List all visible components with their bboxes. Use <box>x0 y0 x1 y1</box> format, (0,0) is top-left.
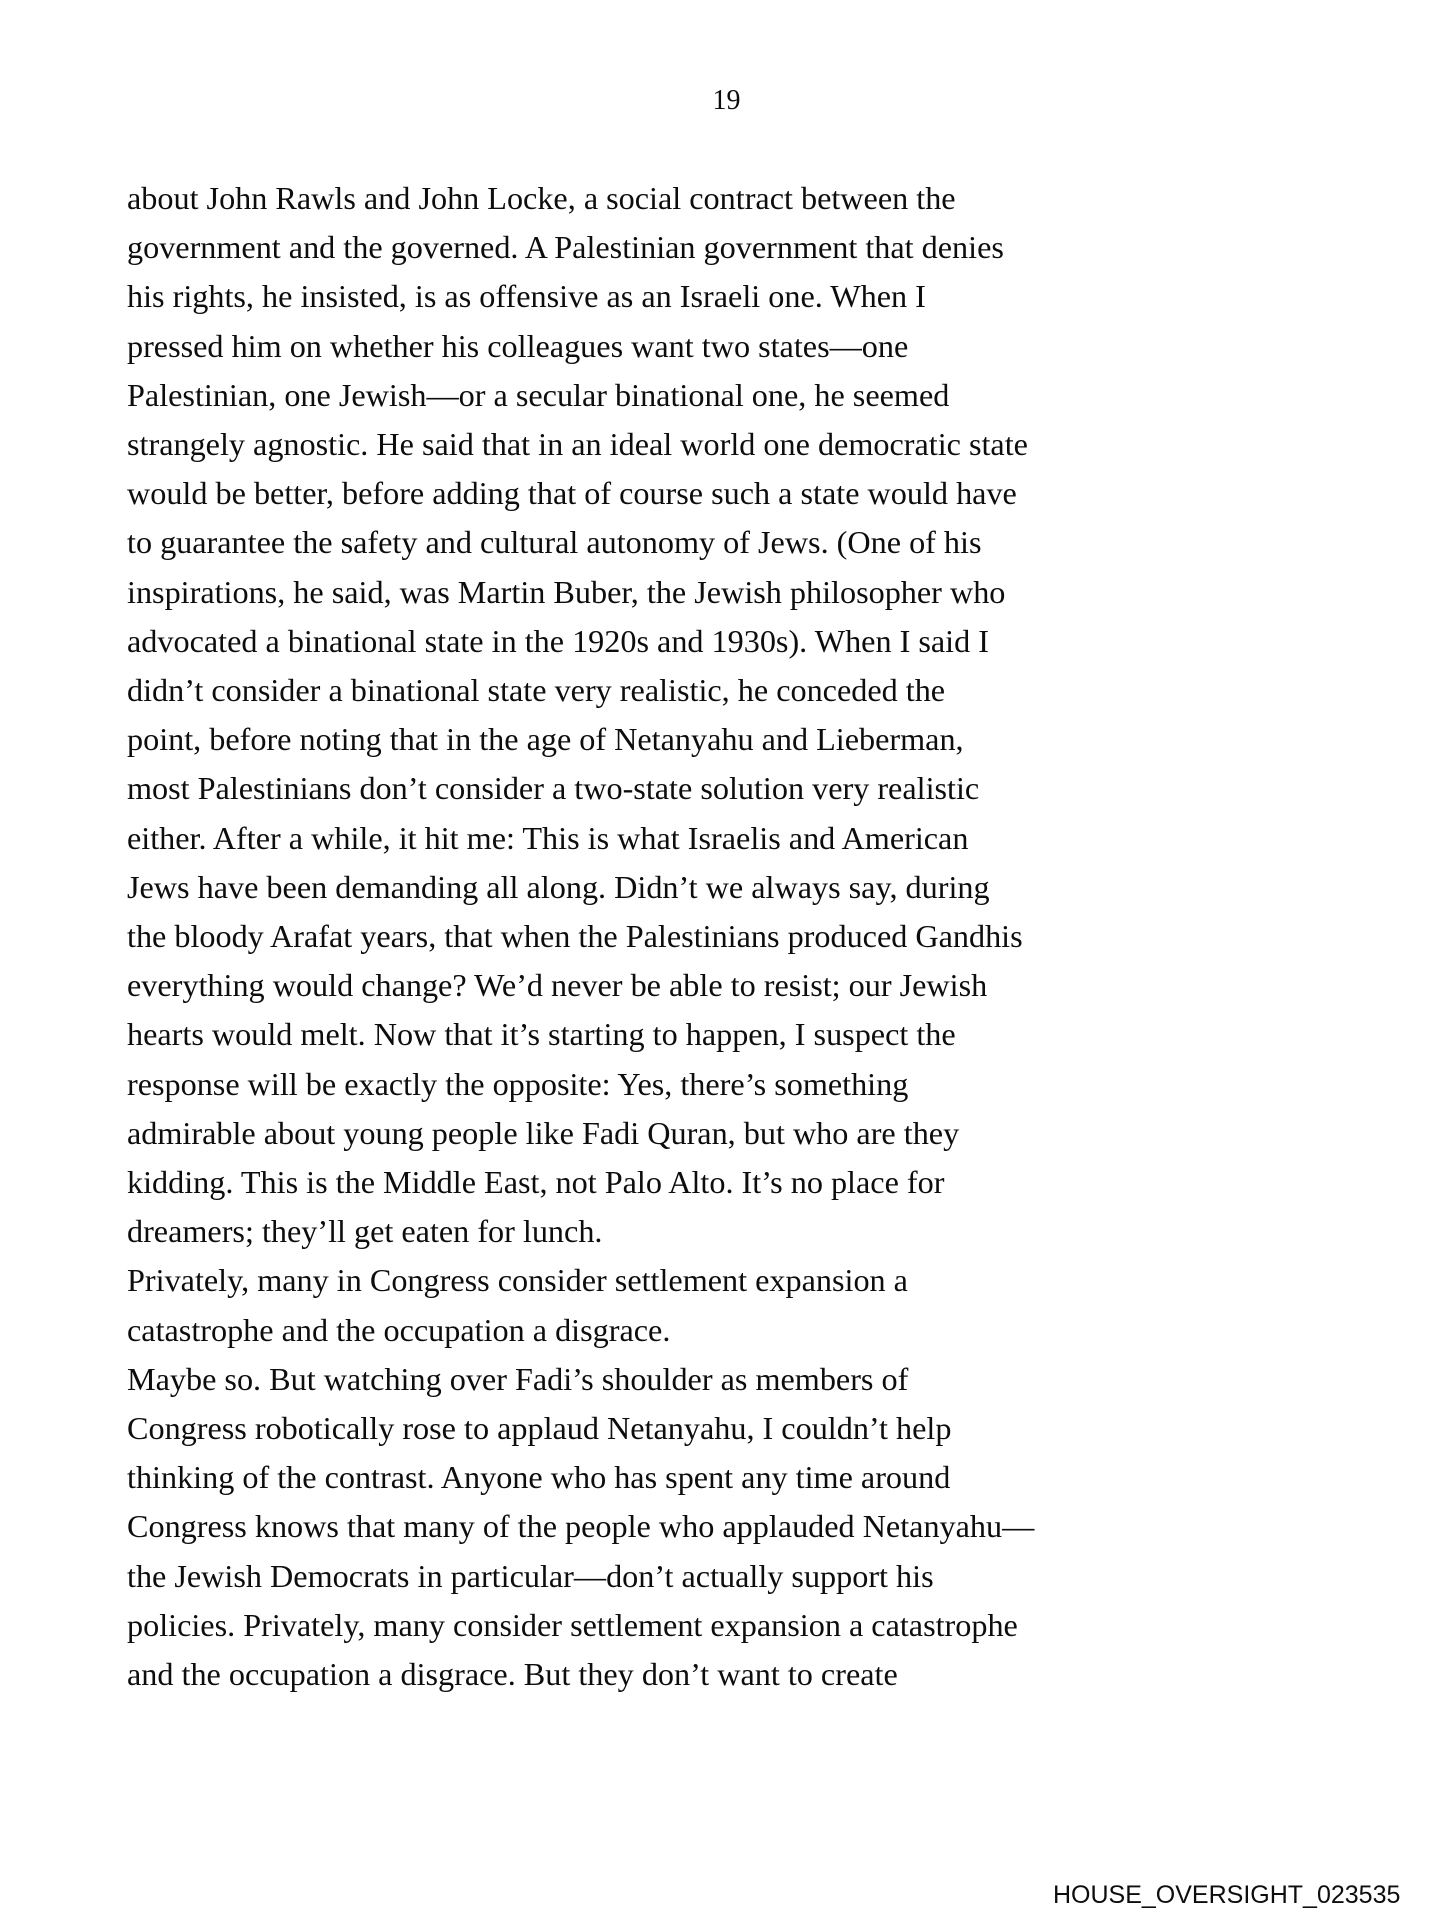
text-line: pressed him on whether his colleagues want two states—one <box>127 327 909 364</box>
text-line: Jews have been demanding all along. Didn’t we always say, during <box>127 868 990 905</box>
body-text <box>127 174 1367 1699</box>
text-line: advocated a binational state in the 1920s and 1930s). When I said I <box>127 622 989 659</box>
text-line: Congress robotically rose to applaud Netanyahu, I couldn’t help <box>127 1410 952 1447</box>
page-number: 19 <box>712 85 741 116</box>
text-line: policies. Privately, many consider settlement expansion a catastrophe <box>127 1606 1018 1643</box>
text-line: hearts would melt. Now that it’s starting to happen, I suspect the <box>127 1016 956 1053</box>
text-line: everything would change? We’d never be able to resist; our Jewish <box>127 967 988 1004</box>
text-line: Palestinian, one Jewish—or a secular binational one, he seemed <box>127 376 950 413</box>
text-line: to guarantee the safety and cultural autonomy of Jews. (One of his <box>127 524 982 561</box>
text-line: dreamers; they’ll get eaten for lunch. <box>127 1213 603 1250</box>
text-line: either. After a while, it hit me: This is what Israelis and American <box>127 819 969 856</box>
text-line: didn’t consider a binational state very realistic, he conceded the <box>127 672 946 709</box>
text-line: inspirations, he said, was Martin Buber, the Jewish philosopher who <box>127 573 1006 610</box>
text-line: the bloody Arafat years, that when the Palestinians produced Gandhis <box>127 918 1023 955</box>
text-line: about John Rawls and John Locke, a social contract between the <box>127 180 956 216</box>
text-line: most Palestinians don’t consider a two-state solution very realistic <box>127 770 980 807</box>
document-id-footer: HOUSE_OVERSIGHT_023535 <box>1053 1881 1401 1909</box>
text-line: thinking of the contrast. Anyone who has spent any time around <box>127 1459 951 1496</box>
text-line: Privately, many in Congress consider settlement expansion a <box>127 1262 908 1299</box>
text-line: kidding. This is the Middle East, not Palo Alto. It’s no place for <box>127 1164 945 1201</box>
text-line: point, before noting that in the age of Netanyahu and Lieberman, <box>127 721 964 758</box>
text-line: government and the governed. A Palestinian government that denies <box>127 229 1004 266</box>
text-line: the Jewish Democrats in particular—don’t actually support his <box>127 1557 934 1594</box>
text-line: and the occupation a disgrace. But they don’t want to create <box>127 1656 898 1693</box>
text-line: would be better, before adding that of course such a state would have <box>127 475 1017 512</box>
text-line: his rights, he insisted, is as offensive as an Israeli one. When I <box>127 278 926 315</box>
text-line: Maybe so. But watching over Fadi’s shoulder as members of <box>127 1360 909 1397</box>
text-line: Congress knows that many of the people who applauded Netanyahu— <box>127 1508 1035 1545</box>
text-line: response will be exactly the opposite: Yes, there’s something <box>127 1065 909 1102</box>
text-line: catastrophe and the occupation a disgrace. <box>127 1311 671 1348</box>
text-line: admirable about young people like Fadi Quran, but who are they <box>127 1114 960 1151</box>
text-line: strangely agnostic. He said that in an ideal world one democratic state <box>127 426 1028 463</box>
